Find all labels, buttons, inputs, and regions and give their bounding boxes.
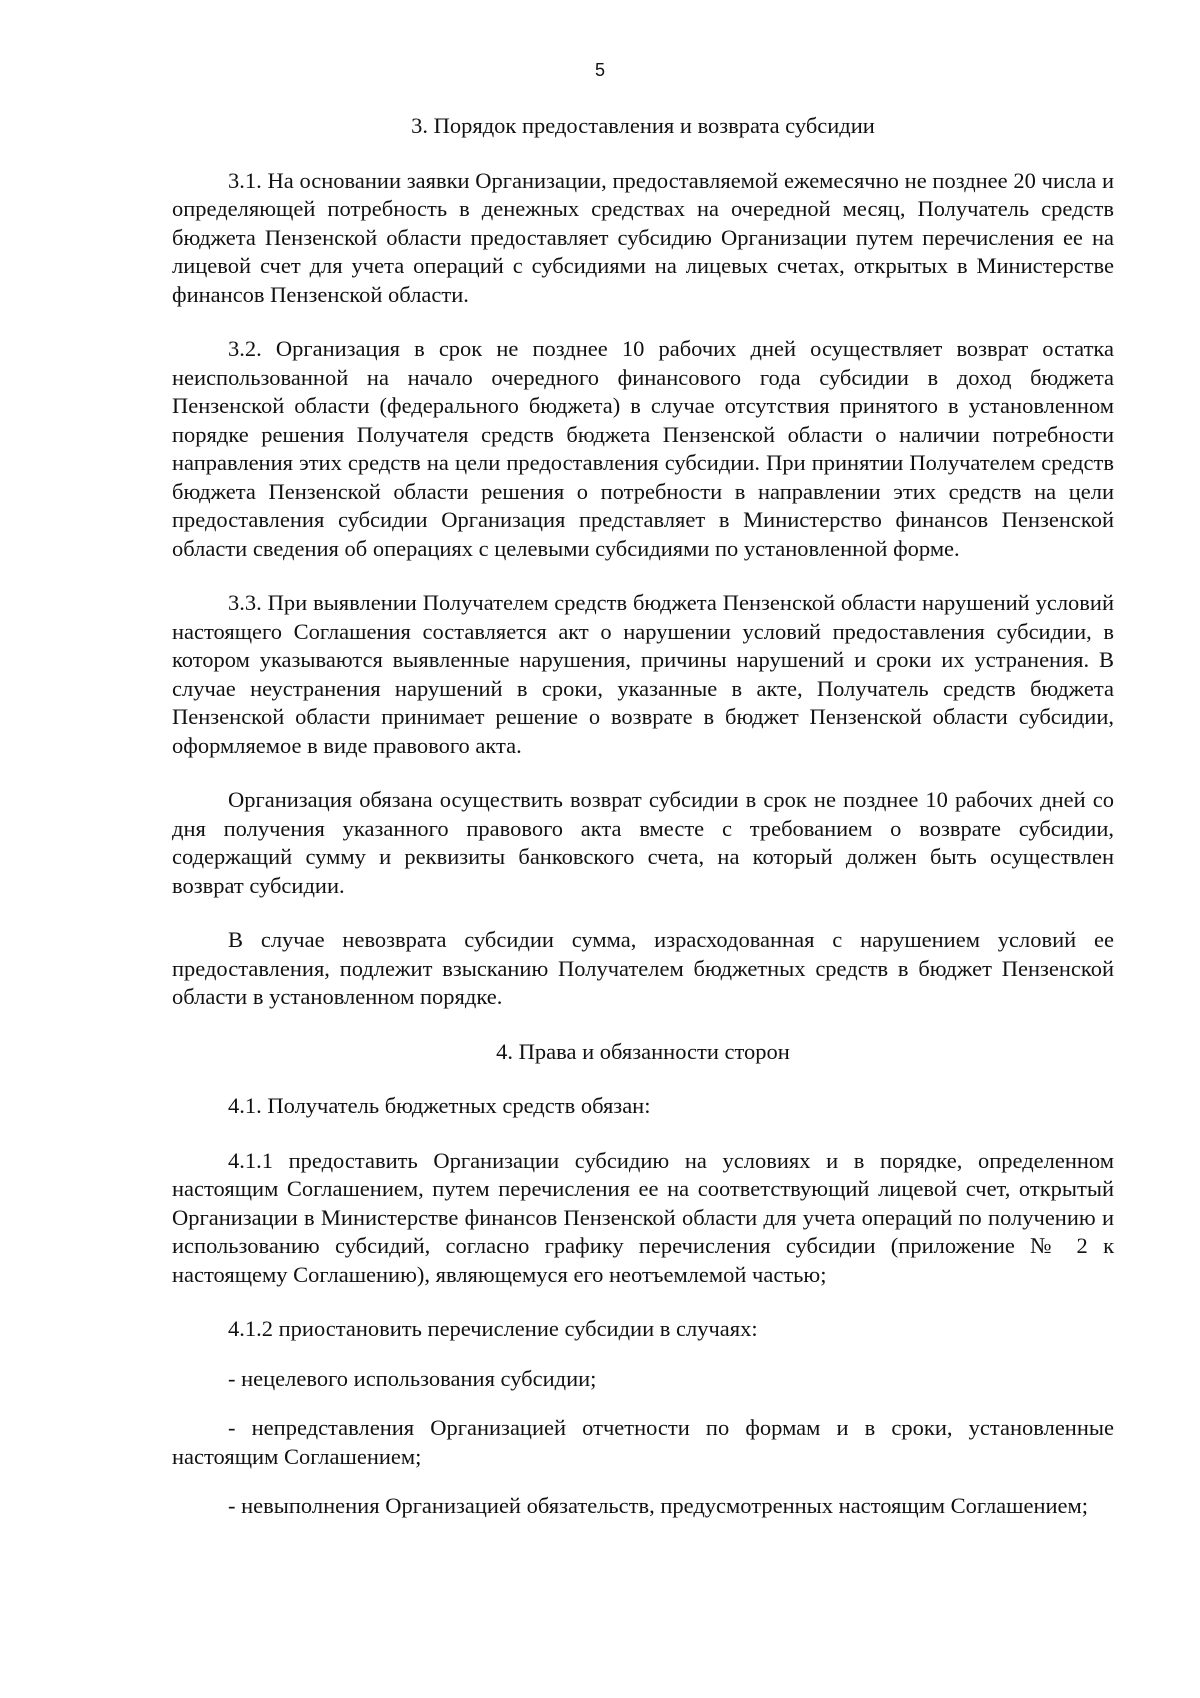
paragraph-4-1-2: 4.1.2 приостановить перечисление субсидии в случаях:: [228, 1316, 758, 1341]
list-item-misuse: - нецелевого использования субсидии;: [228, 1365, 597, 1391]
paragraph-non-return: В случае невозврата субсидии сумма, израсходованная с нарушением условий ее предоставления, подлежит взысканию Получателем бюджетных средств в бюджет Пензенской области в установленном порядке.: [172, 927, 1114, 1009]
paragraph-3-2: 3.2. Организация в срок не позднее 10 рабочих дней осуществляет возврат остатка неиспользованной на начало очередного финансового года субсидии в доход бюджета Пензенской области (федерального бюджета) в случае отсутствия принятого в установленном порядке решения Получателя средств бюджета Пензенской области о наличии потребности направления этих средств на цели предоставления субсидии. При принятии Получателем средств бюджета Пензенской области решения о потребности в направлении этих средств на цели предоставления субсидии Организация представляет в Министерство финансов Пензенской области сведения об операциях с целевыми субсидиями по установленной форме.: [172, 336, 1114, 561]
paragraph-4-1: 4.1. Получатель бюджетных средств обязан:: [228, 1093, 651, 1118]
section-heading-4: 4. Права и обязанности сторон: [496, 1038, 790, 1064]
list-item-no-reporting: - непредставления Организацией отчетности по формам и в сроки, установленные настоящим Соглашением;: [172, 1415, 1114, 1469]
paragraph-3-3: 3.3. При выявлении Получателем средств бюджета Пензенской области нарушений условий настоящего Соглашения составляется акт о нарушении условий предоставления субсидии, в котором указываются выявленные нарушения, причины нарушений и сроки их устранения. В случае неустранения нарушений в сроки, указанные в акте, Получатель средств бюджета Пензенской области принимает решение о возврате в бюджет Пензенской области субсидии, оформляемое в виде правового акта.: [172, 590, 1114, 758]
section-heading-3: 3. Порядок предоставления и возврата субсидии: [411, 113, 875, 138]
paragraph-return-obligation: Организация обязана осуществить возврат субсидии в срок не позднее 10 рабочих дней со дня получения указанного правового акта вместе с требованием о возврате субсидии, содержащий сумму и реквизиты банковского счета, на который должен быть осуществлен возврат субсидии.: [172, 787, 1114, 898]
page-number: 5: [594, 60, 605, 80]
document-body: [172, 112, 1114, 1521]
paragraph-3-1: 3.1. На основании заявки Организации, предоставляемой ежемесячно не позднее 20 числа и определяющей потребность в денежных средствах на очередной месяц, Получатель средств бюджета Пензенской области предоставляет субсидию Организации путем перечисления ее на лицевой счет для учета операций с субсидиями на лицевых счетах, открытых в Министерстве финансов Пензенской области.: [172, 167, 1114, 307]
list-item-non-fulfillment: - невыполнения Организацией обязательств, предусмотренных настоящим Соглашением;: [228, 1493, 1089, 1518]
paragraph-4-1-1: 4.1.1 предоставить Организации субсидию на условиях и в порядке, определенном настоящим Соглашением, путем перечисления ее на соответствующий лицевой счет, открытый Организации в Министерстве финансов Пензенской области для учета операций по получению и использованию субсидий, согласно графику перечисления субсидии (приложение № 2 к настоящему Соглашению), являющемуся его неотъемлемой частью;: [172, 1147, 1114, 1287]
